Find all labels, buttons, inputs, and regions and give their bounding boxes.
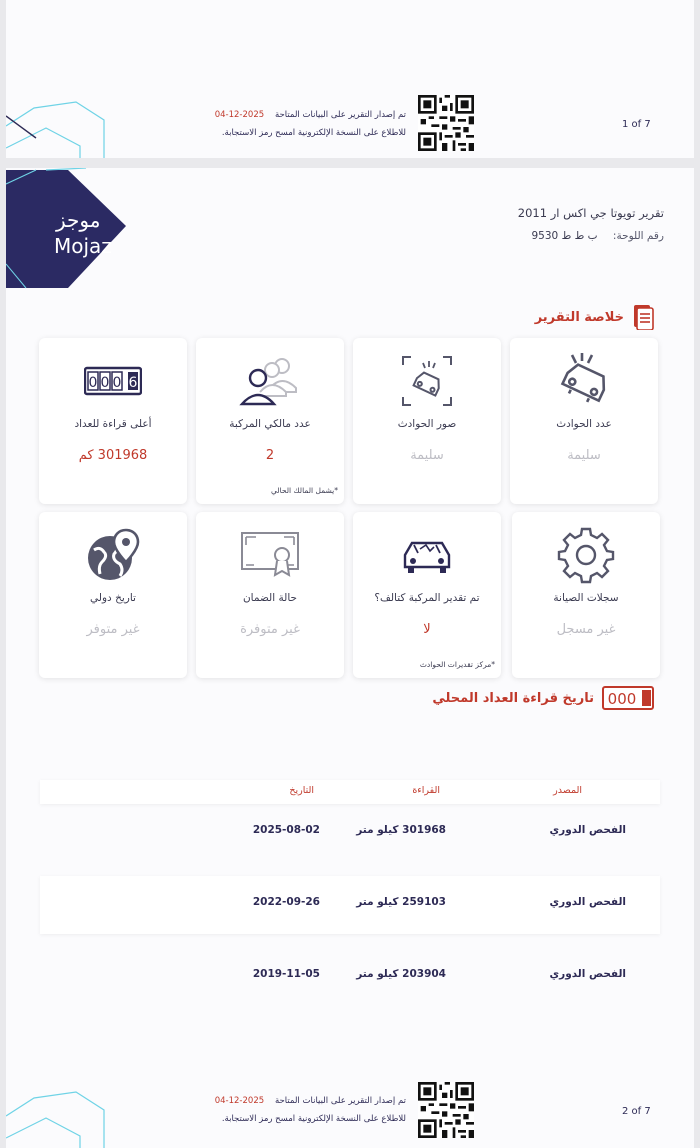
svg-text:6: 6: [128, 375, 138, 391]
plate-label: رقم اللوحة:: [612, 230, 664, 242]
report-header: [518, 206, 664, 242]
footer-text: [216, 110, 406, 138]
card-total-loss: تم تقدير المركبة كتالف؟ لا *مركز تقديرات الحوادث: [353, 512, 501, 678]
certificate-icon: [240, 531, 300, 579]
table-row: الفحص الدوري 259103 كيلو متر 2022-09-26: [40, 876, 660, 934]
footer-text: [216, 1096, 406, 1124]
svg-text:0: 0: [88, 375, 98, 391]
qr-code-icon[interactable]: [418, 1082, 474, 1138]
card-warranty-status: حالة الضمان غير متوفرة: [196, 512, 344, 678]
report-title: تقرير تويوتا جي اكس ار 2011: [517, 206, 664, 220]
footer-issued-text: تم إصدار التقرير على البيانات المتاحة: [274, 110, 406, 120]
crashed-car-icon: [554, 351, 614, 411]
odometer-icon: [602, 686, 654, 710]
column-source: المصدر: [553, 785, 582, 796]
report-document-icon: [632, 304, 654, 330]
footer-date: 2025-12-04: [214, 1096, 265, 1106]
odometer-history-heading: [432, 686, 654, 710]
logo-arabic-text: موجز: [56, 208, 101, 232]
plate-line: [518, 230, 664, 242]
card-maintenance-records: سجلات الصيانة غير مسجل: [512, 512, 660, 678]
damaged-car-icon: [400, 535, 454, 575]
page-number: 2 of 7: [622, 1106, 651, 1117]
svg-text:0: 0: [112, 375, 122, 391]
mojaz-logo: [6, 168, 132, 290]
odometer-digits: 000: [607, 690, 637, 708]
logo-latin-text: Mojaz: [54, 234, 112, 258]
summary-title: خلاصة التقرير: [534, 309, 624, 325]
hexagon-decoration: [6, 1086, 116, 1148]
card-accident-photos: صور الحوادث سليمة: [353, 338, 501, 504]
globe-pin-icon: [84, 526, 142, 584]
card-owners-count: عدد مالكي المركبة 2 *يشمل المالك الحالي: [196, 338, 344, 504]
table-row: الفحص الدوري 203904 كيلو متر 2019-11-05: [252, 968, 626, 980]
table-row: الفحص الدوري 301968 كيلو متر 2025-08-02: [252, 824, 626, 836]
card-international-history: تاريخ دولي غير متوفر: [39, 512, 187, 678]
footer-issued-text: تم إصدار التقرير على البيانات المتاحة: [274, 1096, 406, 1106]
card-max-odometer: 0 0 0 6 أعلى قراءة للعداد 301968 كم: [39, 338, 187, 504]
svg-text:0: 0: [100, 375, 110, 391]
summary-heading: [535, 304, 654, 330]
qr-code-icon[interactable]: [418, 95, 474, 151]
odometer-icon: [84, 366, 142, 396]
column-reading: القراءة: [412, 785, 440, 796]
column-date: التاريخ: [289, 785, 314, 796]
gear-icon: [557, 526, 615, 584]
footer-scan-text: للاطلاع على النسخة الإلكترونية امسح رمز الاستجابة.: [221, 1114, 406, 1124]
footer-date: 2025-12-04: [214, 110, 265, 120]
footer-scan-text: للاطلاع على النسخة الإلكترونية امسح رمز الاستجابة.: [221, 128, 406, 138]
table-header: [40, 780, 660, 804]
plate-value: ب ط ط 9530: [531, 230, 598, 242]
hexagon-decoration: [6, 98, 116, 158]
accident-photo-icon: [401, 355, 453, 407]
report-page-1: [6, 0, 694, 158]
card-accidents-count: عدد الحوادث سليمة: [510, 338, 658, 504]
odometer-history-title: تاريخ قراءة العداد المحلي: [432, 690, 594, 706]
owners-icon: [238, 356, 302, 406]
page-number: 1 of 7: [622, 119, 651, 130]
report-page-2: [6, 168, 694, 1148]
